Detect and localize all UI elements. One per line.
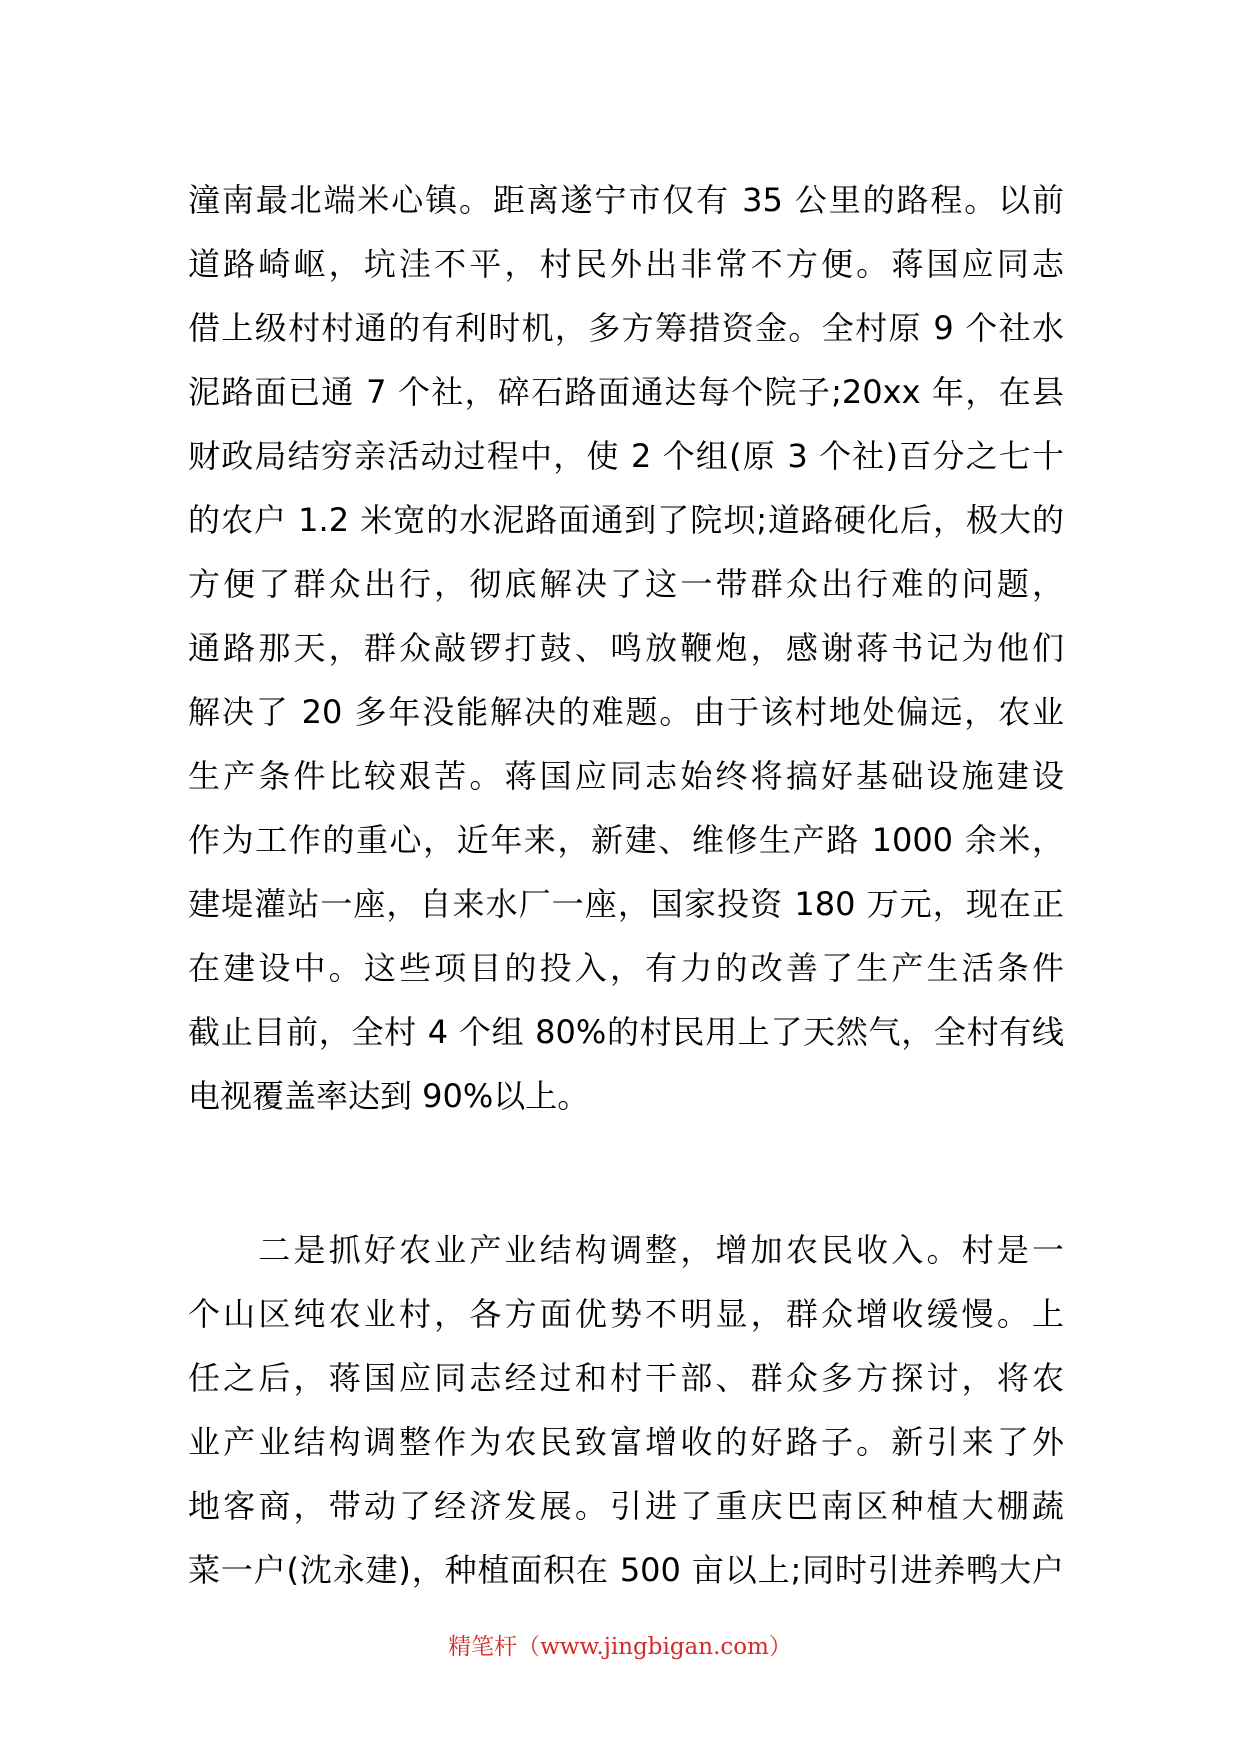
paragraph-road-construction (188, 168, 1064, 1128)
text-line: 业产业结构调整作为农民致富增收的好路子。新引来了外 (188, 1423, 1064, 1461)
text-line: 菜一户(沈永建)，种植面积在 500 亩以上;同时引进养鸭大户 (188, 1551, 1064, 1589)
text-line: 在建设中。这些项目的投入，有力的改善了生产生活条件 (188, 949, 1064, 987)
text-line: 个山区纯农业村，各方面优势不明显，群众增收缓慢。上 (188, 1295, 1064, 1333)
text-line: 地客商，带动了经济发展。引进了重庆巴南区种植大棚蔬 (188, 1487, 1064, 1525)
paragraph-industry-adjustment (188, 1218, 1064, 1602)
text-line: 截止目前，全村 4 个组 80%的村民用上了天然气，全村有线 (188, 1013, 1064, 1051)
text-line: 任之后，蒋国应同志经过和村干部、群众多方探讨，将农 (188, 1359, 1064, 1397)
text-line: 泥路面已通 7 个社，碎石路面通达每个院子;20xx 年，在县 (188, 373, 1064, 411)
text-line: 建堤灌站一座，自来水厂一座，国家投资 180 万元，现在正 (188, 885, 1064, 923)
text-line: 作为工作的重心，近年来，新建、维修生产路 1000 余米， (188, 821, 1064, 859)
text-line: 的农户 1.2 米宽的水泥路面通到了院坝;道路硬化后，极大的 (188, 501, 1064, 539)
text-line: 二是抓好农业产业结构调整，增加农民收入。村是一 (188, 1231, 1064, 1269)
text-line: 电视覆盖率达到 90%以上。 (188, 1077, 590, 1115)
text-line: 生产条件比较艰苦。蒋国应同志始终将搞好基础设施建设 (188, 757, 1064, 795)
text-line: 通路那天，群众敲锣打鼓、鸣放鞭炮，感谢蒋书记为他们 (188, 629, 1064, 667)
text-line: 财政局结穷亲活动过程中，使 2 个组(原 3 个社)百分之七十 (188, 437, 1064, 475)
text-line: 解决了 20 多年没能解决的难题。由于该村地处偏远，农业 (188, 693, 1064, 731)
text-line: 借上级村村通的有利时机，多方筹措资金。全村原 9 个社水 (188, 309, 1064, 347)
text-line: 潼南最北端米心镇。距离遂宁市仅有 35 公里的路程。以前 (188, 181, 1064, 219)
text-line: 道路崎岖，坑洼不平，村民外出非常不方便。蒋国应同志 (188, 245, 1064, 283)
text-line: 方便了群众出行，彻底解决了这一带群众出行难的问题， (188, 565, 1064, 603)
footer-watermark: 精笔杆（www.jingbigan.com） (448, 1634, 792, 1660)
